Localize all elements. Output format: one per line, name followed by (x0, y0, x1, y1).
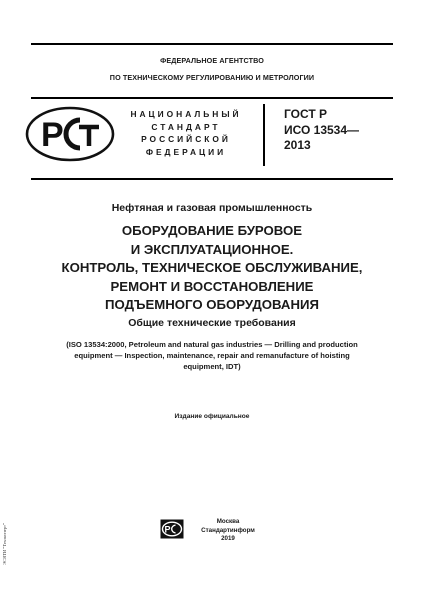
publisher-logo (160, 519, 184, 539)
iso-line: equipment — Inspection, maintenance, repair and remanufacture of hoisting (74, 351, 350, 360)
rst-logo (25, 106, 115, 162)
title-line: РЕМОНТ И ВОССТАНОВЛЕНИЕ (110, 278, 314, 294)
document-subtitle: Общие технические требования (128, 317, 296, 329)
title-line: ОБОРУДОВАНИЕ БУРОВОЕ (121, 223, 303, 238)
header-rule (31, 97, 393, 99)
title-line: ПОДЪЕМНОГО ОБОРУДОВАНИЯ (105, 297, 319, 312)
standartinform-logo-icon (160, 519, 184, 539)
publisher-city: Москва (216, 518, 240, 525)
top-rule (31, 43, 393, 45)
standard-designation (284, 107, 394, 154)
national-line: СТАНДАРТ (151, 121, 221, 132)
publisher-name: Стандартинформ (201, 526, 255, 534)
edition-label: Издание официальное (174, 413, 250, 420)
publisher-year: 2019 (221, 535, 235, 542)
national-line: НАЦИОНАЛЬНЫЙ (130, 109, 242, 119)
national-line: РОССИЙСКОЙ (141, 134, 231, 144)
designation-line: ИСО 13534— (284, 122, 360, 137)
iso-line: (ISO 13534:2000, Petroleum and natural gas industries — Drilling and production (66, 340, 358, 349)
national-line: ФЕДЕРАЦИИ (145, 146, 227, 157)
designation-line: ГОСТ Р (284, 107, 328, 121)
svg-text:P: P (41, 116, 64, 154)
designation-line: 2013 (284, 138, 311, 152)
title-line: КОНТРОЛЬ, ТЕХНИЧЕСКОЕ ОБСЛУЖИВАНИЕ, (61, 260, 363, 275)
rst-emblem-icon (25, 106, 115, 162)
iso-reference (62, 339, 362, 372)
publisher-info (188, 518, 268, 544)
agency-line-2: ПО ТЕХНИЧЕСКОМУ РЕГУЛИРОВАНИЮ И МЕТРОЛОГИИ (109, 73, 315, 82)
iso-line: equipment, IDT) (183, 362, 241, 371)
svg-text:P: P (164, 524, 171, 535)
industry-heading: Нефтяная и газовая промышленность (111, 202, 313, 214)
side-watermark-note: ЭСЯТИ "Техэксперт" (2, 523, 7, 565)
vertical-divider (263, 104, 265, 166)
document-title (40, 222, 384, 315)
title-line: И ЭКСПЛУАТАЦИОННОЕ. (130, 241, 294, 257)
agency-line-1: ФЕДЕРАЛЬНОЕ АГЕНТСТВО (160, 56, 264, 65)
national-standard-label (130, 108, 242, 158)
designation-rule (31, 178, 393, 180)
